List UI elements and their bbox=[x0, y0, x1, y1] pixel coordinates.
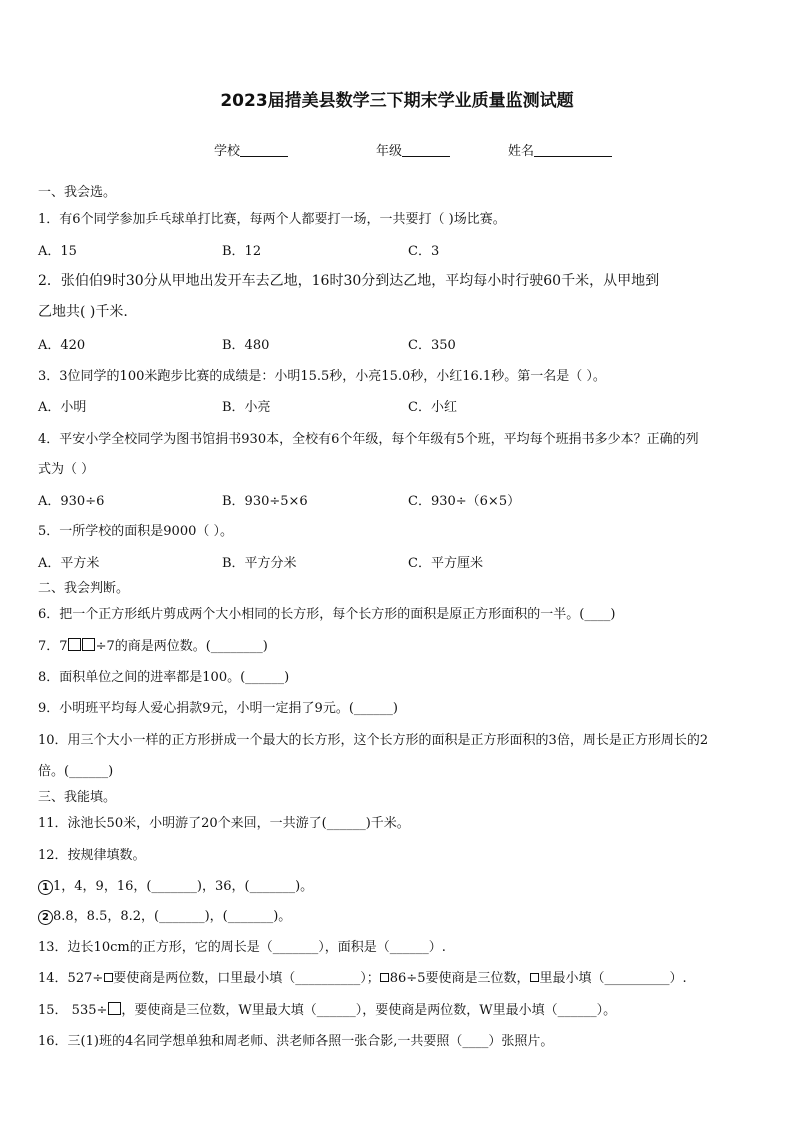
q4-option-a[interactable]: A．930÷6 bbox=[38, 494, 105, 509]
empty-box-icon bbox=[108, 1002, 121, 1015]
grade-label: 年级 bbox=[376, 144, 403, 159]
q14-part-c: 86÷5要使商是三位数， bbox=[389, 971, 530, 986]
q3-option-c[interactable]: C．小红 bbox=[408, 400, 457, 415]
name-field bbox=[508, 140, 612, 159]
question-9: 9．小明班平均每人爱心捐款9元，小明一定捐了9元。(______) bbox=[38, 701, 398, 716]
q15-part-b: ，要使商是三位数，W里最大填（______），要使商是两位数，W里最小填（______）。 bbox=[121, 1003, 617, 1018]
question-12-sub-2 bbox=[38, 905, 291, 925]
question-1: 1．有6个同学参加乒乓球单打比赛，每两个人都要打一场，一共要打（ )场比赛。 bbox=[38, 212, 506, 227]
q1-option-c[interactable]: C．3 bbox=[408, 244, 440, 259]
question-14 bbox=[38, 967, 687, 986]
empty-box-icon bbox=[68, 638, 81, 651]
q5-option-c[interactable]: C．平方厘米 bbox=[408, 556, 483, 571]
grade-field bbox=[376, 140, 450, 159]
empty-box-icon bbox=[104, 973, 113, 982]
grade-blank[interactable] bbox=[402, 142, 450, 157]
question-7 bbox=[38, 635, 268, 654]
question-6: 6．把一个正方形纸片剪成两个大小相同的长方形，每个长方形的面积是原正方形面积的一半。(____) bbox=[38, 607, 616, 622]
q4-option-b[interactable]: B．930÷5×6 bbox=[222, 494, 308, 509]
empty-box-icon bbox=[380, 973, 389, 982]
section-heading-2: 二、我会判断。 bbox=[38, 581, 130, 596]
question-10-line-1: 10．用三个大小一样的正方形拼成一个最大的长方形，这个长方形的面积是正方形面积的3倍，周长是正方形周长的2 bbox=[38, 733, 709, 748]
question-10-line-2: 倍。(______) bbox=[38, 764, 114, 779]
q3-option-b[interactable]: B．小亮 bbox=[222, 400, 271, 415]
question-4-line-2: 式为（ ） bbox=[38, 462, 95, 477]
question-16: 16．三(1)班的4名同学想单独和周老师、洪老师各照一张合影,一共要照（____）张照片。 bbox=[38, 1034, 554, 1049]
q5-option-b[interactable]: B．平方分米 bbox=[222, 556, 297, 571]
circled-number-one-icon: 1 bbox=[38, 880, 53, 895]
q4-option-c[interactable]: C．930÷（6×5） bbox=[408, 494, 521, 509]
q5-option-a[interactable]: A．平方米 bbox=[38, 556, 100, 571]
q7-number: 7． bbox=[38, 639, 60, 654]
question-3: 3．3位同学的100米跑步比赛的成绩是：小明15.5秒，小亮15.0秒，小红16.1秒。第一名是（ ）。 bbox=[38, 369, 606, 384]
question-15 bbox=[38, 999, 616, 1018]
q12-sub1-text: 1，4，9，16，(_______)，36，(_______)。 bbox=[53, 879, 314, 894]
q1-option-a[interactable]: A．15 bbox=[38, 244, 77, 259]
question-11: 11．泳池长50米，小明游了20个来回，一共游了(______)千米。 bbox=[38, 816, 410, 831]
q15-part-a: 15． 535÷ bbox=[38, 1003, 108, 1018]
section-heading-3: 三、我能填。 bbox=[38, 790, 117, 805]
empty-box-icon bbox=[82, 638, 95, 651]
q7-rest: ÷7的商是两位数。(________) bbox=[95, 639, 268, 654]
q7-digit: 7 bbox=[59, 639, 68, 654]
question-2-line-1: 2．张伯伯9时30分从甲地出发开车去乙地，16时30分到达乙地，平均每小时行驶60千米，从甲地到 bbox=[38, 273, 660, 289]
question-8: 8．面积单位之间的进率都是100。(______) bbox=[38, 670, 290, 685]
q1-option-b[interactable]: B．12 bbox=[222, 244, 262, 259]
question-2-line-2: 乙地共( )千米. bbox=[38, 304, 128, 320]
school-label: 学校 bbox=[214, 144, 241, 159]
section-heading-1: 一、我会选。 bbox=[38, 185, 117, 200]
q2-option-c[interactable]: C．350 bbox=[408, 338, 456, 353]
q14-part-b: 要使商是两位数，口里最小填（__________）； bbox=[113, 971, 380, 986]
q12-sub2-text: 8.8，8.5，8.2，(_______)，(_______)。 bbox=[53, 909, 292, 924]
q14-part-a: 14．527÷ bbox=[38, 971, 104, 986]
question-13: 13．边长10cm的正方形，它的周长是（_______），面积是（______）. bbox=[38, 940, 446, 955]
question-12-sub-1 bbox=[38, 875, 313, 895]
page-title: 2023届措美县数学三下期末学业质量监测试题 bbox=[220, 91, 574, 111]
q2-option-b[interactable]: B．480 bbox=[222, 338, 270, 353]
name-label: 姓名 bbox=[508, 144, 535, 159]
question-5: 5．一所学校的面积是9000（ ）。 bbox=[38, 524, 233, 539]
school-field bbox=[214, 140, 288, 159]
q2-option-a[interactable]: A．420 bbox=[38, 338, 86, 353]
school-blank[interactable] bbox=[240, 142, 288, 157]
question-12: 12．按规律填数。 bbox=[38, 848, 146, 863]
name-blank[interactable] bbox=[534, 142, 612, 157]
q14-part-d: 里最小填（__________）. bbox=[539, 971, 687, 986]
q3-option-a[interactable]: A．小明 bbox=[38, 400, 87, 415]
empty-box-icon bbox=[530, 973, 539, 982]
question-4-line-1: 4．平安小学全校同学为图书馆捐书930本，全校有6个年级，每个年级有5个班，平均每个班捐书多少本？正确的列 bbox=[38, 432, 699, 447]
circled-number-two-icon: 2 bbox=[38, 910, 53, 925]
